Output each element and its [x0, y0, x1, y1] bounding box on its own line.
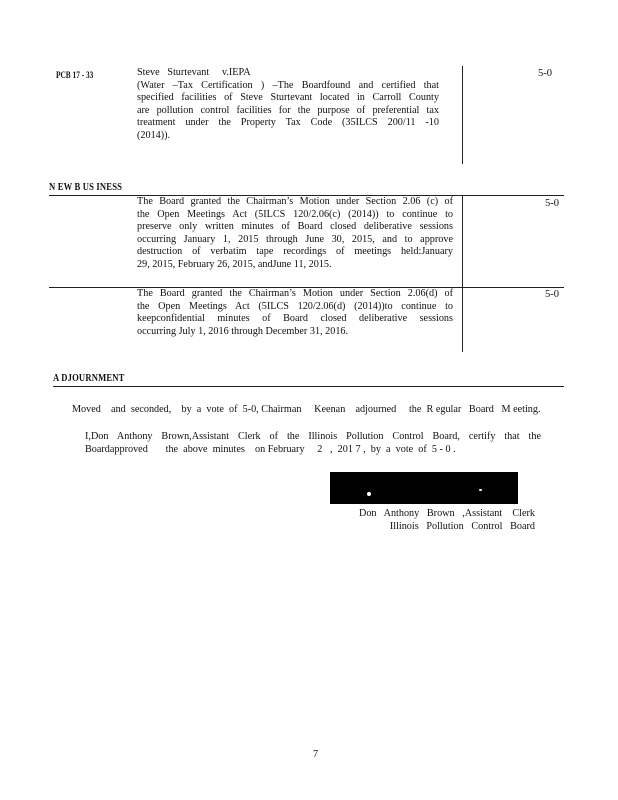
nb1-line-1: The Board granted the Chairman’s Motion under Section 2.06 (c) of [137, 196, 453, 207]
nb2-line-2: the Open Meetings Act (5ILCS 120/2.06(d) (2014))to continue to [137, 300, 453, 312]
case-column-divider [462, 66, 463, 164]
certification-line-1: I,Don Anthony Brown,Assistant Clerk of the Illinois Pollution Control Board, certify that the [85, 431, 541, 442]
certification-line-2: Boardapproved the above minutes on February 2 , 201 7 , by a vote of 5 - 0 . [85, 443, 456, 455]
nb-column-divider-2 [462, 288, 463, 352]
nb1-line-3: preserve only written minutes of Board closed deliberative sessions [137, 221, 453, 233]
case-line-3: specified facilities of Steve Sturtevant located in Carroll County [137, 92, 439, 104]
adjournment-rule [53, 386, 564, 387]
signature-name: Don Anthony Brown ,Assistant Clerk [358, 508, 535, 519]
case-description [137, 67, 439, 143]
signature-org: Illinois Pollution Control Board [389, 521, 535, 532]
nb1-line-4: occurring January 1, 2015 through June 30, 2015, and to approve [137, 233, 453, 245]
certification-block [85, 431, 541, 456]
nb-column-divider-1 [462, 196, 463, 288]
case-number: PCB 17 - 33 [56, 70, 94, 80]
nb2-line-3: keepconfidential minutes of Board closed deliberative sessions [137, 313, 453, 325]
nb1-line-2: the Open Meetings Act (5ILCS 120/2.06(c) (2014)) to continue to [137, 208, 453, 220]
new-business-item-1 [137, 196, 453, 272]
case-line-2: (Water –Tax Certification ) –The Boardfound and certified that [137, 79, 439, 91]
nb1-line-6: 29, 2015, February 26, 2015, andJune 11, 2015. [137, 258, 332, 270]
adjournment-text: Moved and seconded, by a vote of 5-0, Chairman Keenan adjourned the R egular Board M eeting. [72, 404, 541, 415]
redacted-signature [330, 472, 518, 504]
case-line-6: (2014)). [137, 129, 171, 141]
nb2-vote: 5-0 [545, 289, 559, 300]
new-business-item-2 [137, 288, 453, 338]
case-line-4: are pollution control facilities for the purpose of preferential tax [137, 104, 439, 116]
case-line-1: Steve Sturtevant v.IEPA [137, 67, 251, 78]
nb1-line-5: destruction of verbatim tape recordings of meetings held:January [137, 246, 453, 258]
case-vote: 5-0 [538, 68, 552, 79]
adjournment-heading: A DJOURNMENT [53, 373, 125, 384]
nb2-line-1: The Board granted the Chairman’s Motion under Section 2.06(d) of [137, 288, 453, 299]
page-number: 7 [313, 749, 319, 760]
nb1-vote: 5-0 [545, 198, 559, 209]
case-line-5: treatment under the Property Tax Code (35ILCS 200/11 -10 [137, 117, 439, 129]
nb2-line-4: occurring July 1, 2016 through December 31, 2016. [137, 325, 349, 337]
new-business-heading: N EW B US INESS [49, 182, 123, 193]
